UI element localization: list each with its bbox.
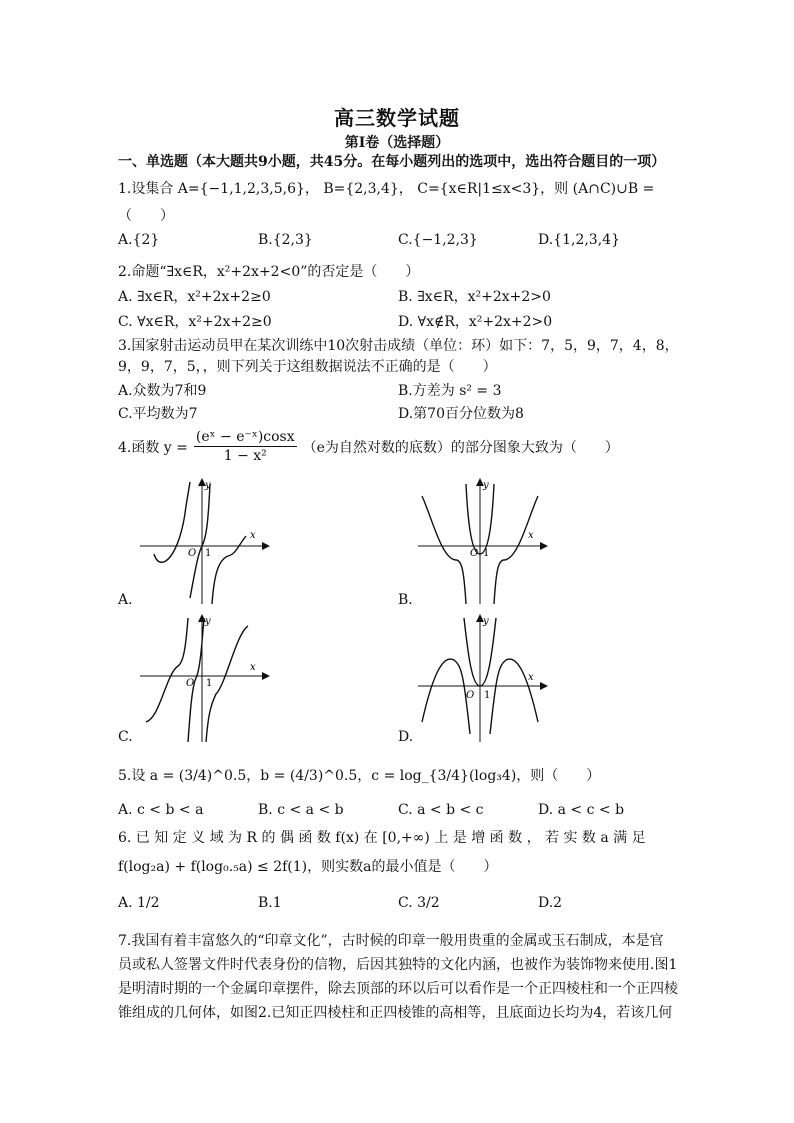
q3-option-d: D.第70百分位数为8 [398,406,524,422]
q7-line-3: 是明清时期的一个金属印章摆件，除去顶部的环以后可以看作是一个正四棱柱和一个正四棱 [118,981,678,997]
q6-stem-line2: f(log₂a) + f(log₀.₅a) ≤ 2f(1)，则实数a的最小值是（ ） [118,859,498,875]
q5-option-d: D. a < c < b [538,802,625,818]
q4-suffix: （e为自然对数的底数）的部分图象大致为（ ） [302,439,619,456]
page-title: 高三数学试题 [334,106,460,130]
q7-line-2: 员或私人签署文件时代表身份的信物，后因其独特的文化内涵，也被作为装饰物来使用.图1 [118,957,678,973]
q3-stem-line1: 3.国家射击运动员甲在某次训练中10次射击成绩（单位：环）如下：7，5，9，7，4，8， [118,338,679,354]
q1-option-a: A.{2} [118,232,160,248]
q4-stem [118,428,619,465]
q6-option-c: C. 3/2 [398,895,440,911]
q1-option-d: D.{1,2,3,4} [538,232,620,248]
graph-c-tick-1: 1 [206,678,213,689]
q3-stem-line2: 9，9，7，5，，则下列关于这组数据说法不正确的是（ ） [118,359,497,375]
q5-stem: 5.设 a = (3/4)^0.5，b = (4/3)^0.5，c = log_{3/4}(log₃4)，则（ ） [118,768,601,784]
q3-option-a: A.众数为7和9 [118,383,207,399]
q1-option-b: B.{2,3} [258,232,313,248]
graph-c-x-label: x [250,662,256,673]
graph-c-label: C. [118,729,133,745]
graph-d-y-label: y [483,616,489,627]
graph-c [140,614,270,744]
q4-numerator: (eˣ − e⁻ˣ)cosx [195,429,295,445]
q1-stem: 1.设集合 A={−1,1,2,3,5,6}， B={2,3,4}， C={x∈R|1≤x<3}，则 (A∩C)∪B = [118,181,655,197]
q1-paren: （ ） [118,208,174,224]
graph-d-label: D. [398,729,414,745]
q2-option-a: A. ∃x∈R，x²+2x+2≥0 [118,289,271,305]
q2-option-c: C. ∀x∈R，x²+2x+2≥0 [118,314,272,330]
graph-a-tick-1: 1 [205,548,212,559]
section-heading: 一、单选题（本大题共9小题，共45分。在每小题列出的选项中，选出符合题目的一项） [118,154,666,170]
q6-stem-line1: 6. 已 知 定 义 域 为 R 的 偶 函 数 f(x) 在 [0,+∞) 上 是 增 函 数 ， 若 实 数 a 满 足 [118,830,646,846]
q2-option-d: D. ∀x∉R，x²+2x+2>0 [398,314,553,330]
graph-a [140,476,270,606]
q4-prefix: 4.函数 y = [118,439,188,456]
volume-title: 第Ⅰ卷（选择题） [344,135,450,151]
graph-a-y-label: y [205,480,211,491]
graph-b-origin: O [470,548,479,559]
q6-option-b: B.1 [258,895,282,911]
q2-stem: 2.命题“∃x∈R，x²+2x+2<0”的否定是（ ） [118,264,420,280]
q3-option-c: C.平均数为7 [118,406,198,422]
q2-option-b: B. ∃x∈R，x²+2x+2>0 [398,289,551,305]
graph-a-origin: O [188,548,197,559]
graph-b [418,476,548,606]
graph-b-label: B. [398,592,413,608]
graph-d-x-label: x [528,672,534,683]
q3-option-b: B.方差为 s² = 3 [398,383,502,399]
q6-option-d: D.2 [538,895,563,911]
graph-d-tick-1: 1 [484,690,491,701]
graph-c-y-label: y [205,616,211,627]
graph-a-label: A. [118,592,133,608]
q7-line-4: 锥组成的几何体，如图2.已知正四棱柱和正四棱锥的高相等，且底面边长均为4，若该几何 [118,1005,673,1021]
q1-option-c: C.{−1,2,3} [398,232,478,248]
graph-b-x-label: x [528,530,534,541]
graph-b-tick-1: 1 [483,548,490,559]
graph-b-y-label: y [483,480,489,491]
q6-option-a: A. 1/2 [118,895,160,911]
graph-c-origin: O [186,678,195,689]
q4-denominator: 1 − x² [223,448,267,464]
q5-option-b: B. c < a < b [258,802,344,818]
graph-a-x-label: x [250,530,256,541]
q7-line-1: 7.我国有着丰富悠久的“印章文化”，古时候的印章一般用贵重的金属或玉石制成，本是官 [118,933,664,949]
graph-d-origin: O [466,690,475,701]
q4-fraction [194,428,297,465]
q5-option-c: C. a < b < c [398,802,484,818]
graph-d [418,614,548,744]
q5-option-a: A. c < b < a [118,802,204,818]
